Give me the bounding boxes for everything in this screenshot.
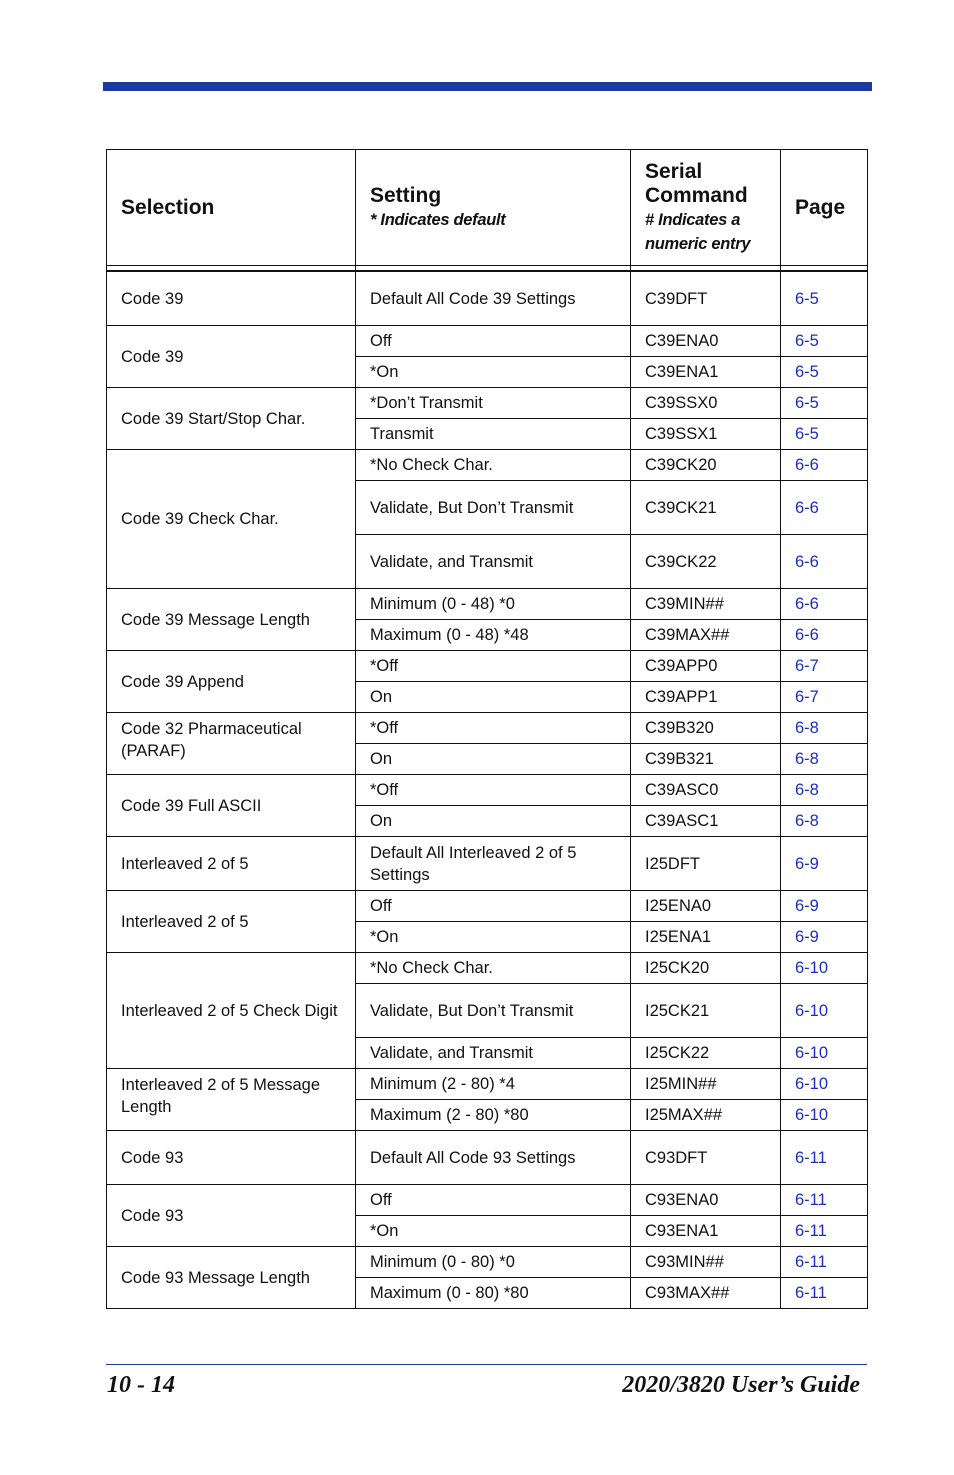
command-cell: C39APP1 [631, 682, 781, 713]
setting-cell: Minimum (0 - 80) *0 [356, 1247, 631, 1278]
page-link[interactable]: 6-10 [781, 1069, 868, 1100]
setting-cell: On [356, 806, 631, 837]
command-cell: C39ENA0 [631, 326, 781, 357]
table-row [107, 713, 868, 744]
setting-cell: Default All Code 39 Settings [356, 271, 631, 326]
selection-cell: Code 39 Append [107, 651, 356, 713]
table-row [107, 775, 868, 806]
table-row [107, 1131, 868, 1185]
table-row [107, 1185, 868, 1216]
table-row [107, 1069, 868, 1100]
page-link[interactable]: 6-8 [781, 806, 868, 837]
selection-cell: Code 39 Message Length [107, 589, 356, 651]
selection-cell: Interleaved 2 of 5 [107, 837, 356, 891]
setting-cell: Validate, But Don’t Transmit [356, 481, 631, 535]
command-cell: C39MAX## [631, 620, 781, 651]
selection-header: Selection [107, 150, 356, 266]
selection-cell: Code 39 [107, 326, 356, 388]
command-cell: C39ENA1 [631, 357, 781, 388]
setting-cell: Off [356, 1185, 631, 1216]
command-cell: C39CK21 [631, 481, 781, 535]
page-link[interactable]: 6-5 [781, 271, 868, 326]
page-link[interactable]: 6-8 [781, 744, 868, 775]
page-link[interactable]: 6-9 [781, 922, 868, 953]
table-row [107, 891, 868, 922]
command-cell: C39MIN## [631, 589, 781, 620]
setting-cell: *Don’t Transmit [356, 388, 631, 419]
command-cell: C93MAX## [631, 1278, 781, 1309]
setting-cell: *No Check Char. [356, 953, 631, 984]
page-link[interactable]: 6-6 [781, 620, 868, 651]
page-link[interactable]: 6-11 [781, 1185, 868, 1216]
selection-cell: Code 32 Pharmaceutical (PARAF) [107, 713, 356, 775]
page-link[interactable]: 6-11 [781, 1247, 868, 1278]
setting-cell: Maximum (0 - 80) *80 [356, 1278, 631, 1309]
page-link[interactable]: 6-6 [781, 481, 868, 535]
setting-cell: Minimum (2 - 80) *4 [356, 1069, 631, 1100]
command-cell: C93MIN## [631, 1247, 781, 1278]
page-number: 10 - 14 [107, 1372, 175, 1398]
table-row [107, 1247, 868, 1278]
setting-cell: Validate, But Don’t Transmit [356, 984, 631, 1038]
setting-cell: *On [356, 357, 631, 388]
table-row [107, 589, 868, 620]
command-cell: I25CK21 [631, 984, 781, 1038]
page-link[interactable]: 6-9 [781, 891, 868, 922]
setting-cell: Minimum (0 - 48) *0 [356, 589, 631, 620]
guide-title: 2020/3820 User’s Guide [622, 1372, 860, 1398]
command-cell: I25CK20 [631, 953, 781, 984]
setting-cell: Off [356, 326, 631, 357]
command-cell: C39B321 [631, 744, 781, 775]
table-row [107, 651, 868, 682]
page-link[interactable]: 6-7 [781, 651, 868, 682]
selection-cell: Interleaved 2 of 5 Check Digit [107, 953, 356, 1069]
command-cell: I25DFT [631, 837, 781, 891]
table-header-row [107, 150, 868, 266]
table-row [107, 326, 868, 357]
page-link[interactable]: 6-10 [781, 1100, 868, 1131]
table-row [107, 388, 868, 419]
setting-cell: On [356, 682, 631, 713]
command-cell: C39APP0 [631, 651, 781, 682]
command-cell: I25MAX## [631, 1100, 781, 1131]
table-row [107, 271, 868, 326]
header-rule [103, 82, 872, 91]
page-link[interactable]: 6-10 [781, 1038, 868, 1069]
page-link[interactable]: 6-5 [781, 357, 868, 388]
settings-table-container [106, 149, 867, 1309]
setting-cell: Transmit [356, 419, 631, 450]
page-link[interactable]: 6-5 [781, 419, 868, 450]
command-cell: C39CK20 [631, 450, 781, 481]
page-link[interactable]: 6-10 [781, 984, 868, 1038]
page-link[interactable]: 6-11 [781, 1278, 868, 1309]
serial-command-header-note: # Indicates a numeric entry [645, 210, 751, 253]
setting-cell: On [356, 744, 631, 775]
table-row [107, 953, 868, 984]
setting-cell: Validate, and Transmit [356, 535, 631, 589]
setting-cell: *On [356, 1216, 631, 1247]
page-link[interactable]: 6-5 [781, 388, 868, 419]
serial-command-header: Serial Command # Indicates a numeric entry [631, 150, 781, 266]
page-link[interactable]: 6-9 [781, 837, 868, 891]
setting-cell: Maximum (2 - 80) *80 [356, 1100, 631, 1131]
setting-cell: *Off [356, 713, 631, 744]
selection-cell: Interleaved 2 of 5 [107, 891, 356, 953]
command-cell: I25CK22 [631, 1038, 781, 1069]
page-link[interactable]: 6-7 [781, 682, 868, 713]
setting-cell: Validate, and Transmit [356, 1038, 631, 1069]
setting-cell: *On [356, 922, 631, 953]
page-link[interactable]: 6-8 [781, 775, 868, 806]
page-link[interactable]: 6-8 [781, 713, 868, 744]
setting-cell: *No Check Char. [356, 450, 631, 481]
setting-cell: Default All Code 93 Settings [356, 1131, 631, 1185]
page-link[interactable]: 6-6 [781, 450, 868, 481]
command-cell: C39B320 [631, 713, 781, 744]
selection-cell: Code 39 Check Char. [107, 450, 356, 589]
command-cell: I25ENA1 [631, 922, 781, 953]
setting-cell: Maximum (0 - 48) *48 [356, 620, 631, 651]
command-cell: C39ASC1 [631, 806, 781, 837]
command-cell: C39ASC0 [631, 775, 781, 806]
page-link[interactable]: 6-10 [781, 953, 868, 984]
selection-cell: Interleaved 2 of 5 Message Length [107, 1069, 356, 1131]
setting-cell: *Off [356, 651, 631, 682]
page-link[interactable]: 6-11 [781, 1216, 868, 1247]
command-cell: C93DFT [631, 1131, 781, 1185]
setting-cell: Default All Interleaved 2 of 5 Settings [356, 837, 631, 891]
table-row [107, 837, 868, 891]
selection-cell: Code 39 Full ASCII [107, 775, 356, 837]
command-cell: C39SSX0 [631, 388, 781, 419]
page-link[interactable]: 6-6 [781, 535, 868, 589]
setting-cell: *Off [356, 775, 631, 806]
table-row [107, 450, 868, 481]
command-cell: I25ENA0 [631, 891, 781, 922]
setting-cell: Off [356, 891, 631, 922]
footer-rule [106, 1364, 867, 1365]
command-cell: C39SSX1 [631, 419, 781, 450]
command-cell: C39DFT [631, 271, 781, 326]
selection-cell: Code 39 Start/Stop Char. [107, 388, 356, 450]
command-cell: C93ENA0 [631, 1185, 781, 1216]
page-header: Page [781, 150, 868, 266]
setting-header-note: * Indicates default [370, 210, 506, 229]
command-cell: I25MIN## [631, 1069, 781, 1100]
setting-header: Setting * Indicates default [356, 150, 631, 266]
selection-cell: Code 93 Message Length [107, 1247, 356, 1309]
command-cell: C39CK22 [631, 535, 781, 589]
page-link[interactable]: 6-6 [781, 589, 868, 620]
page-link[interactable]: 6-11 [781, 1131, 868, 1185]
selection-cell: Code 93 [107, 1131, 356, 1185]
settings-table [106, 149, 868, 1309]
page-link[interactable]: 6-5 [781, 326, 868, 357]
selection-cell: Code 93 [107, 1185, 356, 1247]
selection-cell: Code 39 [107, 271, 356, 326]
command-cell: C93ENA1 [631, 1216, 781, 1247]
